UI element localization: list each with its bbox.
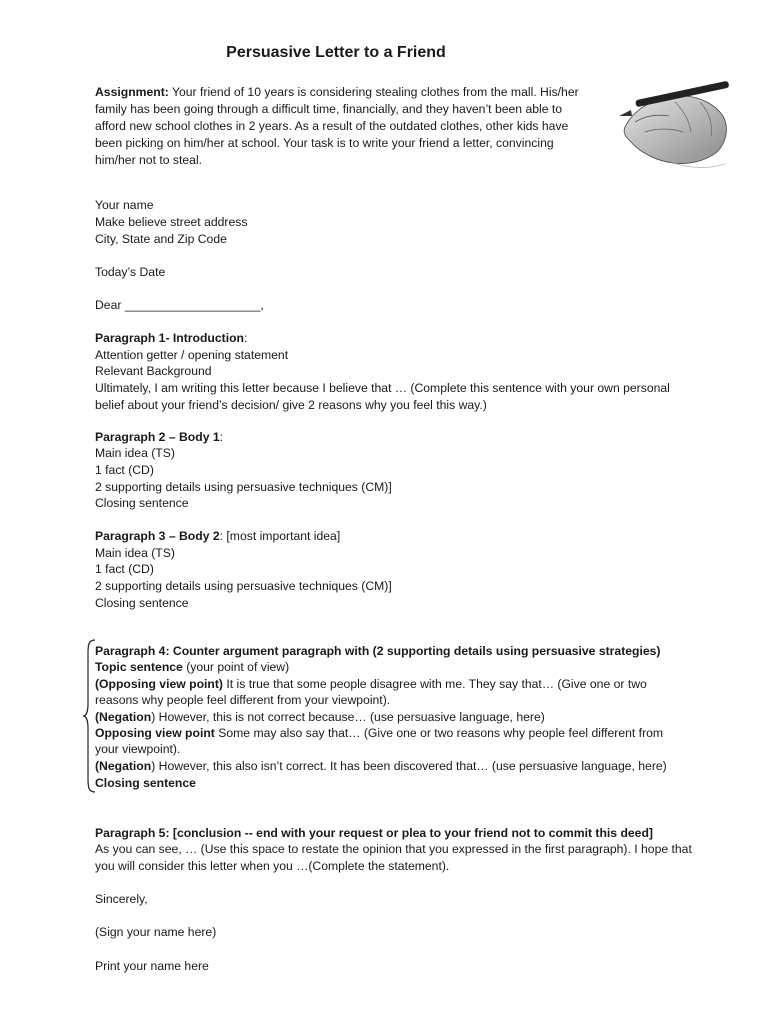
p2-colon: : [219, 430, 224, 444]
p4-closing: Closing sentence [95, 776, 196, 790]
p4-neg2-text: ) However, this also isn’t correct. It has been discovered that… (use persuasive language, here) [151, 759, 667, 773]
p4-neg1-text: ) However, this is not correct because… (use persuasive language, here) [151, 710, 545, 724]
salutation-line: Dear ____________________, [95, 298, 264, 312]
p4-topic-text: (your point of view) [182, 660, 290, 674]
p3-line: Closing sentence [95, 596, 189, 610]
p1-line: Ultimately, I am writing this letter because I believe that … (Complete this sentence with your own personal [95, 381, 670, 395]
assignment-body: Your friend of 10 years is considering stealing clothes from the mall. His/her family has been going through a difficult time, financially, and they haven’t been able to afford new school clothes in 2 years. As a result of the outdated clothes, other kids have been picking on him/her at school. Your task is to write your friend a letter, convincing him/her not to steal. [95, 85, 579, 167]
p3-heading: Paragraph 3 – Body 2 [95, 529, 220, 543]
hand-writing-illustration [605, 72, 735, 172]
p3-line: 2 supporting details using persuasive techniques (CM)] [95, 579, 392, 593]
sincerely-line: Sincerely, [95, 892, 148, 906]
p1-heading-line [95, 330, 247, 347]
p4-line: reasons why people feel different from your viewpoint). [95, 693, 391, 707]
p4-line [95, 758, 667, 775]
assignment-text [95, 84, 595, 169]
p4-topic-label: Topic sentence [95, 660, 183, 674]
p4-neg1-label: (Negation [95, 710, 152, 724]
p4-opp2-text: Some may also say that… (Give one or two reasons why people feel different from [214, 726, 664, 740]
p2-line: Closing sentence [95, 496, 189, 510]
address-line: City, State and Zip Code [95, 232, 227, 246]
p4-heading-text: Paragraph 4: Counter argument paragraph with (2 supporting details using persuasive strategies) [95, 644, 661, 658]
p4-line [95, 709, 545, 726]
p4-opp1-text: It is true that some people disagree with me. They say that… (Give one or two [222, 677, 647, 691]
p2-heading-line [95, 429, 223, 446]
p5-line: As you can see, … (Use this space to restate the opinion that you expressed in the first paragraph). I hope that [95, 842, 692, 856]
p4-line [95, 676, 647, 693]
p3-line: Main idea (TS) [95, 546, 175, 560]
p2-heading: Paragraph 2 – Body 1 [95, 430, 220, 444]
p4-line [95, 659, 289, 676]
address-line: Your name [95, 198, 154, 212]
p2-line: 2 supporting details using persuasive techniques (CM)] [95, 480, 392, 494]
p1-line: Relevant Background [95, 364, 212, 378]
p4-line [95, 725, 663, 742]
p4-heading [95, 643, 660, 660]
p2-line: 1 fact (CD) [95, 463, 154, 477]
p1-colon: : [243, 331, 248, 345]
p1-line: Attention getter / opening statement [95, 348, 289, 362]
p3-suffix: : [most important idea] [219, 529, 341, 543]
document-title: Persuasive Letter to a Friend [226, 44, 446, 61]
p3-line: 1 fact (CD) [95, 562, 154, 576]
p4-neg2-label: (Negation [95, 759, 152, 773]
address-line: Make believe street address [95, 215, 248, 229]
sign-line: (Sign your name here) [95, 925, 217, 939]
p3-heading-line [95, 528, 340, 545]
p2-line: Main idea (TS) [95, 446, 175, 460]
p5-heading: Paragraph 5: [conclusion -- end with your request or plea to your friend not to commit this deed] [95, 826, 653, 840]
p4-line: your viewpoint). [95, 742, 181, 756]
p4-opp1-label: (Opposing view point) [95, 677, 223, 691]
p4-opp2-label: Opposing view point [95, 726, 215, 740]
p1-heading: Paragraph 1- Introduction [95, 331, 244, 345]
print-line: Print your name here [95, 959, 209, 973]
date-line: Today’s Date [95, 265, 166, 279]
p5-line: you will consider this letter when you …(Complete the statement). [95, 859, 450, 873]
assignment-label: Assignment: [95, 85, 169, 99]
p1-line: belief about your friend’s decision/ give 2 reasons why you feel this way.) [95, 398, 487, 412]
